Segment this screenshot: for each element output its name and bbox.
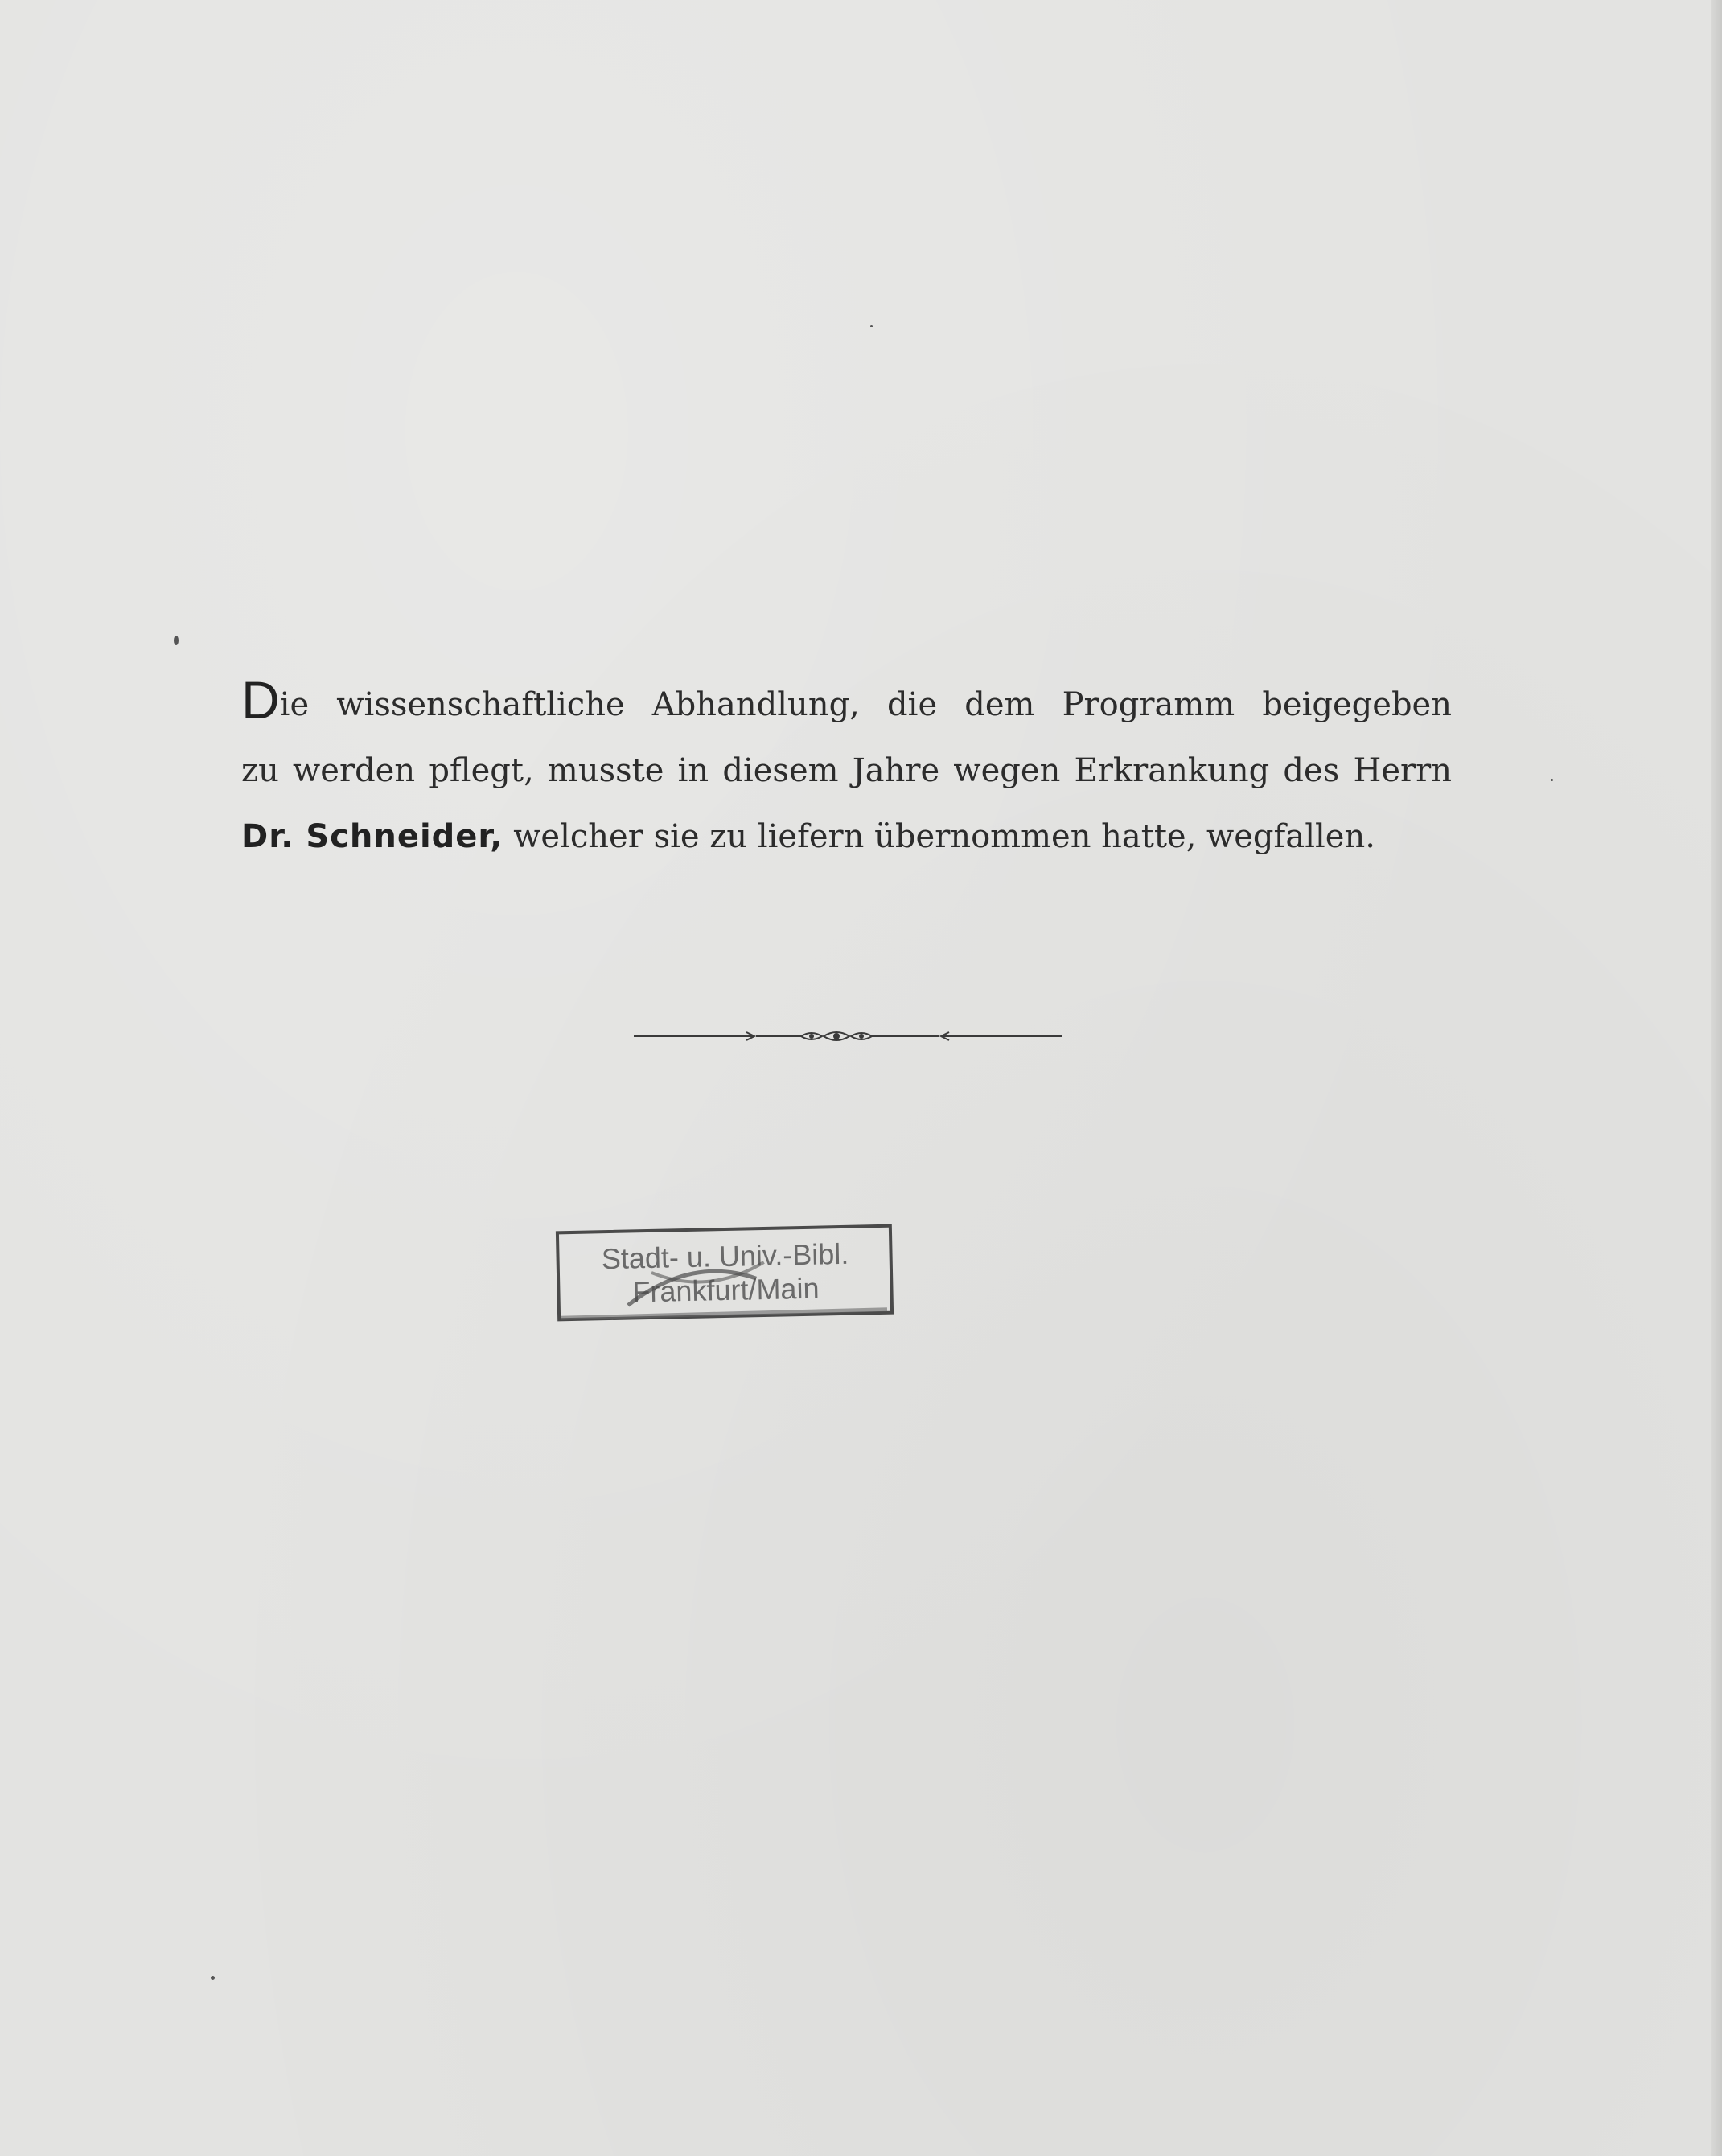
ink-speck	[870, 325, 873, 327]
notice-line-3	[241, 804, 1452, 870]
first-word	[241, 670, 1452, 730]
notice-line-1-text: ie wissenschaftliche Abhandlung, die dem Programm beigegeben	[279, 686, 1452, 723]
notice-paragraph	[241, 672, 1452, 870]
ink-speck	[1551, 779, 1553, 781]
author-name: Dr. Schneider,	[241, 818, 503, 855]
ink-speck	[174, 636, 179, 645]
page-edge-shadow	[1711, 0, 1722, 2156]
stamp-line-1: Stadt- u. Univ.-Bibl.	[601, 1236, 849, 1276]
dropcap-letter: D	[241, 670, 280, 730]
stamp-line-2: Frankfurt/Main	[632, 1271, 820, 1309]
ornament-divider	[634, 1020, 1062, 1052]
notice-line-2: zu werden pflegt, musste in diesem Jahre wegen Erkrankung des Herrn	[241, 752, 1452, 789]
notice-line-3-text: welcher sie zu liefern übernommen hatte, wegfallen.	[513, 818, 1375, 855]
notice-line-1	[241, 672, 1452, 738]
library-stamp	[554, 1220, 898, 1327]
ink-speck	[211, 1976, 215, 1980]
